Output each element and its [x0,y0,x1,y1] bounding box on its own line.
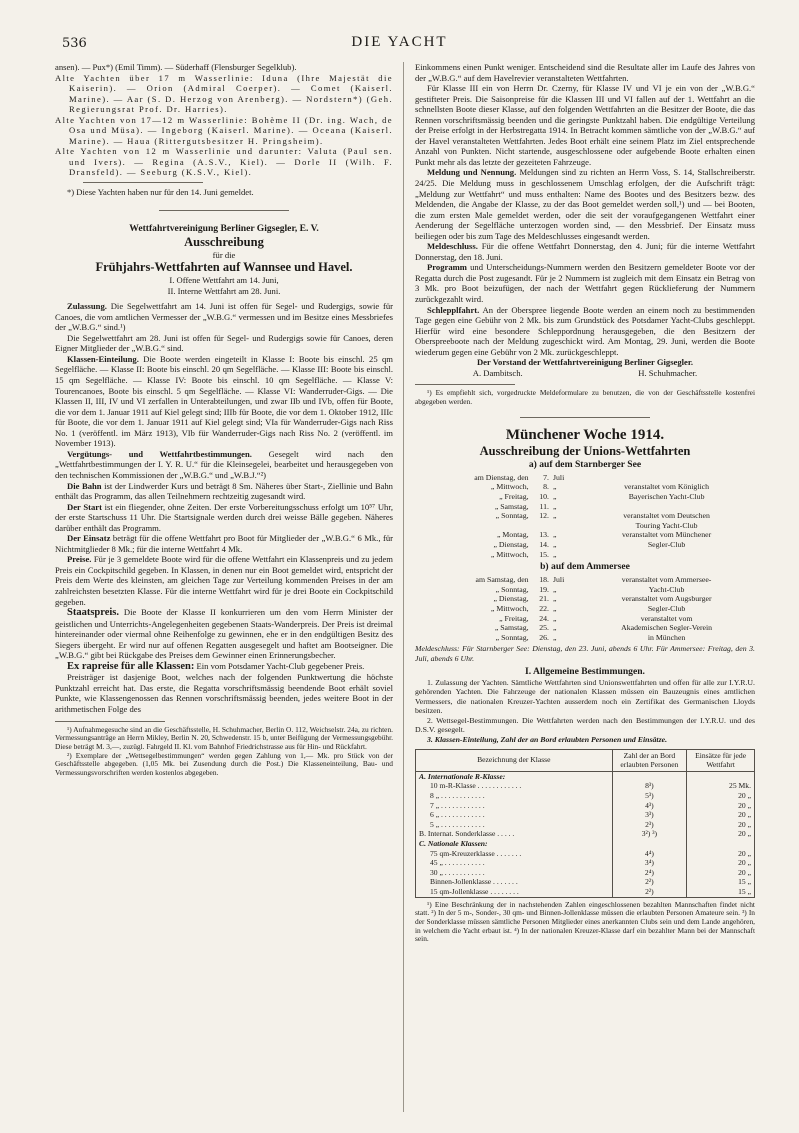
signer-name: A. Dambitsch. [472,367,523,378]
race-date-2: II. Interne Wettfahrt am 28. Juni. [167,285,281,296]
bestimmung-2: 2. Wettsegel-Bestimmungen. Die Wettfahrten werden nach den Bestimmungen der I.Y.R.U. und des D.S.V. gesegelt. [415,715,755,735]
yacht-list-entry: Alte Yachten von 17—12 m Wasserlinie: Bohème II (Dr. ing. Wach, de Osa und Müsa). — Ingeborg (Kaiserl. Marine). — Oceana (Kaiserl. Marine). — Haua (Rittergutsbesitzer H. Pringsheim). [55,114,393,146]
schedule-month: „ [552,549,557,559]
table-cell-e [687,839,755,849]
table-row [416,781,755,791]
schedule-day: „ Samstag, [494,501,529,511]
paragraph-bahn: Die Bahn ist der Lindwerder Kurs und beträgt 8 Sm. Näheres über Start-, Ziellinie und Bahn enthält das Programm, das allen Teilnehmern rechtzeitig zugesandt wird. [55,480,393,502]
table-cell-e: 20 „ [687,801,755,811]
paragraph-saisonpreise: Für Klasse III ein von Herrn Dr. Czerny, für Klasse IV und VI je ein von der „W.B.G.“ gestifteter Preis. Die Saisonpreise für die Klassen III und VI fallen auf der 1. Wettfahrt an die schnellsten Boote dieser Klasse, auf den folgenden Wettfahrten an die Besitzer der Boote, die das Rennen vorschriftsmässig beenden und die geringste Punktzahl haben. Die endgültige Verteilung der Preise erfolgt in der Herbstregatta 1914. In Betracht kommen sämtliche von der „W.B.G.“ auf der Havel veranstalteten Wettfahrten. Jedes Boot erhält eine seinem Platz im Ziel entsprechende Anzahl von Punkten. Nicht startende, ausgeschlossene oder aufgebende Boote erhalten einen Punkt mehr als das letzte der gezeiteten Fahrzeuge. [415,83,755,167]
ammersee-heading: b) auf dem Ammersee [540,561,630,573]
schedule-organizer: Segler-Club [647,603,686,613]
paragraph-meldeschluss: Meldeschluss. Für die offene Wettfahrt Donnerstag, den 4. Juni; für die interne Wettfahrt Donnerstag, den 18. Juni. [415,241,755,262]
table-cell-e: 15 „ [687,877,755,887]
signers [415,368,755,379]
yacht-list-entry: ansen). — Pux*) (Emil Timm). — Süderhaff (Flensburger Segelklub). [55,62,297,72]
table-cell-e: 15 „ [687,887,755,897]
paragraph-preise: Preise. Für je 3 gemeldete Boote wird für die offene Wettfahrt ein Klassenpreis und zu jedem Preis ein Cockpitschild gegeben. In Klassen, in denen nur ein Boot gemeldet wird, entspricht der Preis dem Werte des kleinsten, am gleichen Tage zur Verteilung kommenden Preises in der am zahlreichsten besetzten Klasse. Für die interne Wettfahrt wird für je drei Boote ein Cockpitschild gegeben. [55,554,393,607]
table-cell-p: 3³) [612,810,687,820]
table-header: Einsätze für jede Wettfahrt [687,749,755,771]
table-header: Bezeichnung der Klasse [416,749,613,771]
paragraph-schleppfahrt: Schlepplfahrt. An der Oberspree liegende Boote werden an einem noch zu bestimmenden Tage gegen eine Gebühr von 2 Mk. bis zum Grundstück des Potsdamer Yacht-Clubs geschleppt. Hierfür wird eine besondere Schleppordnung herausgegeben, die den Besitzern der Oberspreeboote nach der Meldung zugeschickt wird. Am Montag, 29. Juni, werden die Boote wiederum gegen eine Gebühr von 2 Mk. zurückgeschleppt. [415,304,755,357]
schedule-month: „ [552,632,557,642]
table-footnotes: ¹) Eine Beschränkung der in nachstehenden Zahlen eingeschlossenen bezahlten Mannschaften findet nicht statt. ²) In der 5 m-, Sonder-, 30 qm- und Binnen-Jollenklasse müssen die erlaubten Personen Amateure sein. ³) In der Sonderklasse müssen sämtliche Personen Mitglieder eines anerkannten Clubs sein und dem Lande angehören, in welchem die Yacht erbaut ist. ⁴) In der nationalen Kreuzer-Klasse darf ein bezahlter Mann bei der Mannschaft sein. [415,899,755,944]
schedule-row [415,604,755,614]
schedule-row [415,482,755,492]
schedule-day: am Samstag, den [475,575,529,585]
table-cell-k: 7 „ . . . . . . . . . . . . [416,801,613,811]
schedule-organizer: Yacht-Club [648,584,685,594]
table-row [416,868,755,878]
table-cell-e: 25 Mk. [687,781,755,791]
table-row [416,839,755,849]
schedule-row [415,614,755,624]
fuer-die-text: für die [212,249,236,260]
organizer-heading: Wettfahrtvereinigung Berliner Gigsegler, E. V. [129,222,319,234]
table-row [416,858,755,868]
starnberg-heading: a) auf dem Starnberger See [528,458,642,470]
table-cell-k: 15 qm-Jollenklasse . . . . . . . . [416,887,613,897]
schedule-organizer: veranstaltet vom Königlich [624,482,710,492]
table-cell-k: 30 „ . . . . . . . . . . . [416,868,613,878]
table-cell-e: 20 „ [687,858,755,868]
table-cell-k: B. Internat. Sonderklasse . . . . . [416,829,613,839]
schedule-organizer: veranstaltet vom Deutschen [623,511,710,521]
schedule-organizer: veranstaltet vom Münchener [621,530,712,540]
ammersee-schedule [415,575,755,642]
table-cell-p: 4⁴) [612,849,687,859]
table-cell-e: 20 „ [687,810,755,820]
table-cell-k: 75 qm-Kreuzerklasse . . . . . . . [416,849,613,859]
schedule-date: 15. [539,549,549,559]
table-cell-k: 45 „ . . . . . . . . . . . [416,858,613,868]
table-cell-k: 5 „ . . . . . . . . . . . . [416,820,613,830]
table-cell-e: 20 „ [687,868,755,878]
schedule-day: „ Freitag, [499,613,529,623]
table-row [416,801,755,811]
schedule-month: „ [552,511,557,521]
schedule-row [415,492,755,502]
schedule-month: „ [552,613,557,623]
table-cell-e: 20 „ [687,820,755,830]
schedule-month: „ [552,501,557,511]
schedule-row [415,540,755,550]
schedule-row [415,575,755,585]
schedule-date: 18. [539,575,549,585]
footnote-rule [55,721,165,722]
schedule-organizer [578,502,755,512]
schedule-day: „ Mittwoch, [490,482,529,492]
schedule-date: 25. [539,623,549,633]
table-row [416,771,755,781]
footnote-rule [83,182,203,183]
schedule-month: Juli [552,575,565,585]
schedule-row [415,550,755,560]
schedule-row [415,530,755,540]
page-header [62,32,737,52]
schedule-month: Juli [552,472,565,482]
paragraph-meldung: Meldung und Nennung. Meldungen sind zu richten an Herrn Voss, S. 14, Stallschreiberstr. 24/25. Die Meldung muss in geschlossenem Umschlag erfolgen, der die Aufschrift trägt: „Meldung zur Wettfahrt“ und muss enthalten: Name des Bootes und des Besitzers bezw. des Meldenden, die Angabe der Klasse, zu der das Boot gemeldet werden soll,¹) und — bei Booten, die zum ersten Male gemeldet werden, oder die seit der voraufgegangenen Wettfahrt einer Aenderung der Segelfläche unterzogen worden sind, — den Messbrief. Der Einsatz muss beiliegen oder bis zum Tage des Meldeschlusses eingesandt werden. [415,167,755,241]
schedule-row [415,502,755,512]
ausschreibung-heading: Ausschreibung [184,234,264,249]
paragraph-zulassung: Zulassung. Die Segelwettfahrt am 14. Juni ist offen für Segel- und Rudergigs, sowie für Canoes, die vom amtlichen Vermesser der „W.B.G.“ vermessen und im Besitze eines Messbriefes der „W.B.G.“ sind.¹) [55,301,393,333]
table-cell-k: C. Nationale Klassen: [416,839,613,849]
column-divider [403,62,404,1112]
bestimmung-1: 1. Zulassung der Yachten. Sämtliche Wettfahrten sind Unionswettfahrten und offen für alle zur I.Y.R.U. gehörenden Yachten. Die Fahrzeuge der nationalen Klassen müssen ein Bauzeugnis eines amtlichen Vermessers, die nationalen Kreuzer-Yachten ausserdem noch ein Zertifikat des Germanischen Lloyds besitzen. [415,677,755,716]
paragraph-zulassung-intern: Die Segelwettfahrt am 28. Juni ist offen für Segel- und Rudergigs sowie für Canoes, deren Eigner Mitglieder der „W.B.G.“ sind. [55,332,393,354]
table-cell-k: 10 m-R-Klasse . . . . . . . . . . . . [416,781,613,791]
table-row [416,791,755,801]
schedule-date: 10. [539,492,549,501]
table-cell-e [687,771,755,781]
signer-name: H. Schuhmacher. [638,367,698,378]
table-cell-k: Binnen-Jollenklasse . . . . . . . [416,877,613,887]
schedule-month [551,521,578,531]
schedule-organizer [578,473,755,483]
schedule-day: am Dienstag, den [474,472,529,482]
schedule-organizer: Segler-Club [647,539,686,549]
table-cell-e: 20 „ [687,791,755,801]
schedule-month: „ [552,603,557,613]
left-column [55,62,393,1122]
paragraph-programm: Programm und Unterscheidungs-Nummern werden den Besitzern gemeldeter Boote vor der Regatta durch die Post zugesandt. Für je 2 Nummern ist zugleich mit dem Einsatz ein Betrag von 3 Mk. pro Boot beizufügen, der nach der Wettfahrt gegen Rücklieferung der Nummern zurückgezahlt wird. [415,262,755,305]
section-rule [520,417,650,418]
schedule-month: „ [552,492,557,501]
schedule-date: 12. [539,511,549,521]
schedule-organizer: Akademischen Segler-Verein [621,623,713,633]
schedule-row [415,633,755,643]
paragraph-einsatz: Der Einsatz beträgt für die offene Wettfahrt pro Boot für Mitglieder der „W.B.G.“ 6 Mk., für Nichtmitglieder 8 Mk.; für die interne Wettfahrt 4 Mk. [55,533,393,554]
table-cell-p: 3²) ³) [612,829,687,839]
schedule-day: „ Montag, [496,530,529,540]
table-cell-p: 3⁴) [612,858,687,868]
paragraph-punktwertung: Preisträger ist dasjenige Boot, welches nach der folgenden Punktwertung die höchste Punktzahl erreicht hat. Das erste, die Regatta vorschriftsmässig beendende Boot erhält soviel Punkte, wie Klassengenossen das Rennen vorschriftsmässig beenden, jedes weitere Boot in der arithmetischen Folge des [55,672,393,714]
table-row [416,820,755,830]
table-cell-k: A. Internationale R-Klasse: [416,771,613,781]
schedule-row [415,623,755,633]
section-rule [159,210,289,211]
race-date-1: I. Offene Wettfahrt am 14. Juni, [169,275,279,286]
table-cell-k: 8 „ . . . . . . . . . . . . [416,791,613,801]
schedule-date: 21. [539,594,549,604]
schedule-date: 14. [539,539,549,549]
table-cell-e: 20 „ [687,849,755,859]
schedule-date: 11. [539,501,549,511]
schedule-date: 8. [543,482,549,492]
schedule-row [415,473,755,483]
schedule-organizer: Bayerischen Yacht-Club [628,492,705,501]
table-cell-p: 5³) [612,791,687,801]
schedule-month: „ [552,482,557,492]
paragraph-staatspreis: Staatspreis. Die Boote der Klasse II konkurrieren um den vom Herrn Minister der geistlichen und Unterrichts-Angelegenheiten gegebenen Staats-Wanderpreis. Der Preis ist dreimal hintereinander oder viermal ohne Reihenfolge zu gewinnen, ehe er in den endgültigen Besitz des Siegers übergeht. Er wird nur auf offenen Regatten ausgesegelt und haftet am Bootseigner. Die „W.B.G.“ gibt bei Rückgabe des Preises dem Gewinner einen Erinnerungsbecher. [55,607,393,661]
schedule-date: 7. [543,472,549,482]
schedule-month: „ [552,584,557,594]
table-row [416,877,755,887]
schedule-day: „ Samstag, [494,623,529,633]
table-cell-e: 20 „ [687,829,755,839]
schedule-day: „ Sonntag, [495,584,529,594]
star-footnote: *) Diese Yachten haben nur für den 14. Juni gemeldet. [67,187,254,198]
paragraph-bestimmungen: Vergütungs- und Wettfahrtbestimmungen. Gesegelt wird nach den „Wettfahrtbestimmungen der I. Y. R. U.“ für die Kleinsegelei, bearbeitet und herausgegeben von den technischen Kommissionen der „W.B.G.“ und „W.B.J.“²) [55,448,393,480]
regatta-title: Frühjahrs-Wettfahrten auf Wannsee und Havel. [95,260,353,275]
meldeschluss-muenchen: Meldeschluss: Für Starnberger See: Dienstag, den 23. Juni, abends 6 Uhr. Für Ammersee: Freitag, den 3. Juli, abends 6 Uhr. [415,644,755,663]
right-column [415,62,755,1122]
class-table [415,749,755,898]
bestimmung-3: 3. Klassen-Einteilung, Zahl der an Bord erlaubten Personen und Einsätze. [427,735,668,745]
schedule-row [415,585,755,595]
yacht-list-entry: Alte Yachten über 17 m Wasserlinie: Iduna (Ihre Majestät die Kaiserin). — Orion (Admiral Coerper). — Comet (Kaiserl. Marine). — Aar (S. D. Herzog von Arenberg). — Nordstern*) (Geh. Regierungsrat Prof. Dr. Harries). [55,72,393,115]
table-cell-p: 2²) [612,887,687,897]
schedule-month: „ [552,623,557,633]
table-cell-p: 4³) [612,801,687,811]
page-number: 536 [62,36,87,51]
schedule-organizer: veranstaltet vom Ammersee- [621,575,712,585]
table-header: Zahl der an Bord erlaubten Personen [612,749,687,771]
table-cell-p [612,771,687,781]
paragraph-continued: Einkommens einen Punkt weniger. Entscheidend sind die Resultate aller im Laufe des Jahres von der „W.B.G.“ auf dem Havelrevier veranstalteten Wettfahrten. [415,62,755,83]
table-cell-k: 6 „ . . . . . . . . . . . . [416,810,613,820]
schedule-date: 24. [539,613,549,623]
table-cell-p: 2²) [612,877,687,887]
schedule-day: „ Sonntag, [495,632,529,642]
schedule-day: „ Mittwoch, [490,549,529,559]
schedule-day: „ Mittwoch, [490,603,529,613]
table-row [416,810,755,820]
muenchen-title: Münchener Woche 1914. [505,426,665,443]
schedule-organizer: veranstaltet vom [640,613,693,623]
vorstand-signature: Der Vorstand der Wettfahrtvereinigung Berliner Gigsegler. [476,357,694,368]
schedule-month: „ [552,594,557,604]
paragraph-klassen: Klassen-Einteilung. Die Boote werden eingeteilt in Klasse I: Boote bis einschl. 25 qm Segelfläche. — Klasse II: Boote bis einschl. 20 qm Segelfläche. — Klasse III: Boote bis einschl. 15 qm Segelfläche. — Klasse IV: Boote bis einschl. 10 qm Segelfläche. — Klasse V: Tourencanoes, Boote bis einschl. 5 qm Segelfläche. — Klasse VI: Wanderruder-Gigs. — Die Klassen II, III, IV und VI zerfallen in Unterabteilungen, und zwar IIb und IVb, offen für Boote, die vor dem 1. Januar 1911 auf Kiel gelegt sind; IIIb für Boote, die vor dem 1. Oktober 1912, IIIc für Boote, die vor dem 1. Januar 1911 auf Kiel gelegt sind; VIa für Wanderruder-Gigs nach Riss No. 1 (veröffentl. im März 1913), VIb für Wanderruder-Gigs nach Riss No. 2 (veröffentl. im November 1913). [55,353,393,449]
schedule-day [415,521,531,531]
schedule-organizer: in München [647,632,686,642]
table-cell-p: 2⁴) [612,868,687,878]
schedule-day: „ Dienstag, [493,539,529,549]
footnote-rule [415,384,515,385]
schedule-month: „ [552,539,557,549]
schedule-date: 13. [539,530,549,540]
journal-title: DIE YACHT [351,34,448,50]
table-row [416,849,755,859]
schedule-date [531,521,551,531]
table-row [416,829,755,839]
schedule-day: „ Freitag, [499,492,529,501]
paragraph-start: Der Start ist ein fliegender, ohne Zeiten. Der erste Vorbereitungsschuss erfolgt um 10⁵⁷ Uhr, der erste Startschuss 11 Uhr. Die Startsignale werden durch drei weisse Bälle gegeben. Näheres darüber enthält das Programm. [55,501,393,533]
paragraph-extrapreise: Ex rapreise für alle Klassen: Ein vom Potsdamer Yacht-Club gegebener Preis. [67,660,365,672]
table-cell-p: 2³) [612,820,687,830]
allgemeine-heading: I. Allgemeine Bestimmungen. [525,665,645,677]
footnote-2: ²) Exemplare der „Wettsegelbestimmungen“ werden gegen Zahlung von 1,— Mk. pro Stück von der Geschäftsstelle abgegeben. (1,05 Mk. bei Zusendung durch die Post.) Die Klasseneinteilung, Bau- und Vermessungsvorschriften werden kostenlos abgegeben. [55,750,393,778]
schedule-month: „ [552,530,557,540]
schedule-organizer [578,550,755,560]
schedule-row [415,511,755,521]
schedule-row [415,521,755,531]
schedule-day: „ Sonntag, [495,511,529,521]
yacht-list-entry: Alte Yachten von 12 m Wasserlinie und darunter: Valuta (Paul sen. und Ivers). — Regina (A.S.V., Kiel). — Dorle II (Wilh. F. Dransfeld). — Seeburg (K.S.V., Kiel). [55,146,393,178]
schedule-date: 26. [539,632,549,642]
table-row [416,887,755,897]
schedule-day: „ Dienstag, [493,594,529,604]
schedule-organizer: Touring Yacht-Club [635,520,698,530]
table-cell-p [612,839,687,849]
muenchen-subtitle: Ausschreibung der Unions-Wettfahrten [479,443,691,458]
starnberg-schedule [415,473,755,559]
meldeformular-footnote: ¹) Es empfiehlt sich, vorgedruckte Meldeformulare zu benutzen, die von der Geschäftsstelle kostenfrei abgegeben werden. [415,388,755,407]
schedule-row [415,594,755,604]
schedule-date: 22. [539,603,549,613]
table-cell-p: 8³) [612,781,687,791]
schedule-date: 19. [539,584,549,594]
footnote-1: ¹) Aufnahmegesuche sind an die Geschäftsstelle, H. Schuhmacher, Berlin O. 112, Weichselstr. 24a, zu richten. Vermessungsanträge an Herrn Mikley, Berlin N. 20, Schwedenstr. 15 b, unter Beifügung der Vermessungsgebühr. Diese beträgt M. 3,—, zuzügl. Fahrgeld II. Kl. vom Bahnhof Friedrichstrasse aus für Hin- und Rückfahrt. [55,724,393,751]
schedule-organizer: veranstaltet vom Augsburger [621,594,712,604]
